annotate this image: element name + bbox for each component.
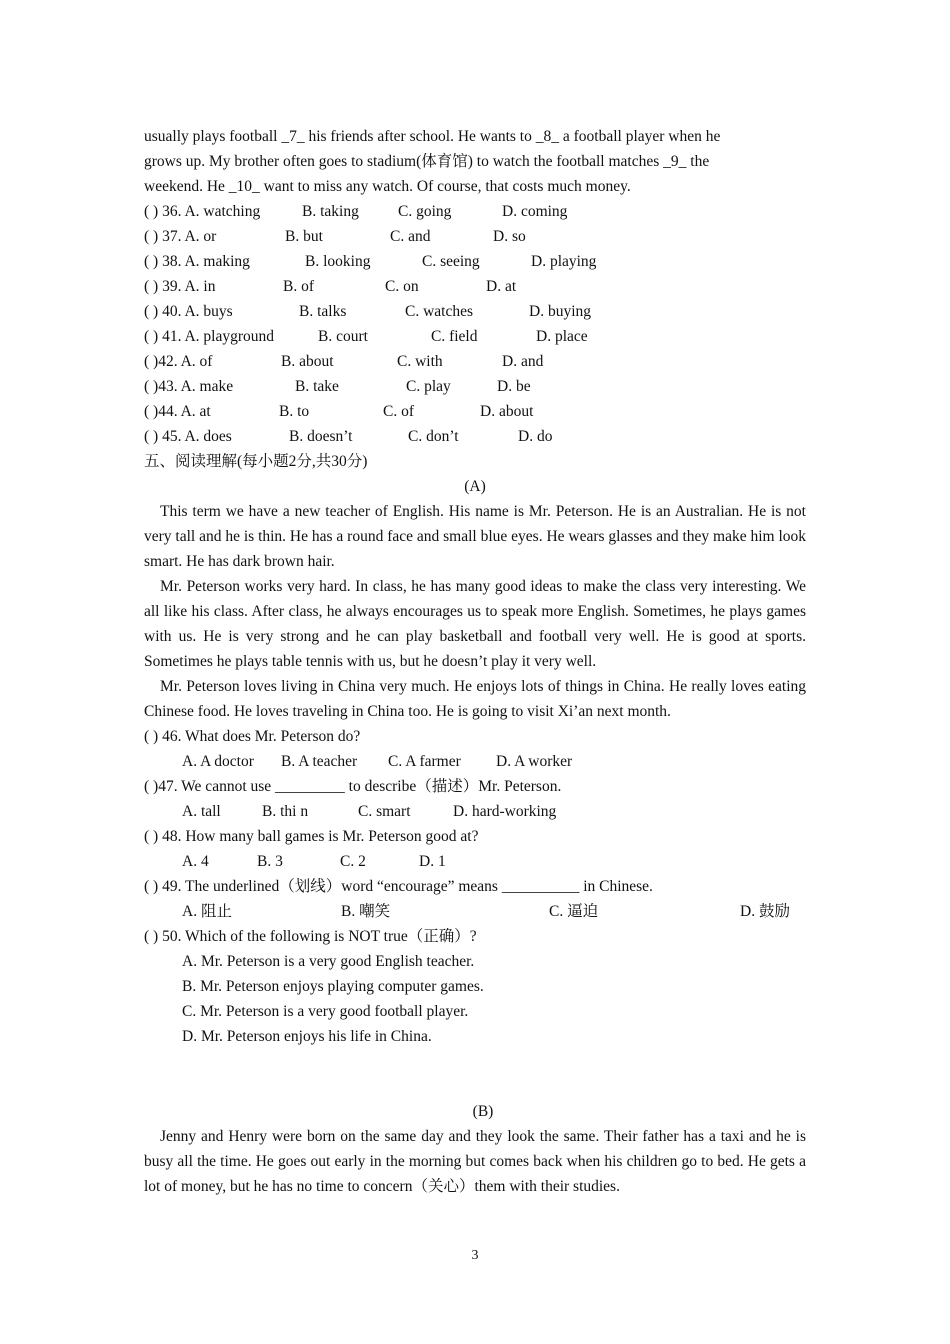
option-d: D. 1 bbox=[419, 853, 446, 870]
passage-a-paragraph: This term we have a new teacher of English. His name is Mr. Peterson. He is an Australian. He is not very tall and he is thin. He has a round face and small blue eyes. He wears glasses and they make him look smart. He has dark brown hair. bbox=[144, 503, 806, 570]
option-d: D. place bbox=[536, 328, 588, 345]
question-42 bbox=[144, 349, 806, 374]
option-c: C. with bbox=[397, 353, 443, 370]
option-b: B. take bbox=[295, 378, 339, 395]
question-37 bbox=[144, 224, 806, 249]
cloze-line bbox=[144, 124, 806, 149]
option-d: D. buying bbox=[529, 303, 591, 320]
question-48 bbox=[144, 824, 806, 874]
option-c: C. seeing bbox=[422, 253, 480, 270]
option-d: D. A worker bbox=[496, 753, 573, 770]
question-stem: ( ) 40. A. buys bbox=[144, 303, 233, 320]
page-number: 3 bbox=[471, 1248, 479, 1263]
question-stem: ( ) 50. Which of the following is NOT true（正确）? bbox=[144, 928, 477, 945]
question-stem: ( ) 36. A. watching bbox=[144, 203, 261, 220]
option-d: D. hard-working bbox=[453, 803, 557, 820]
options-row bbox=[144, 849, 806, 874]
passage-a-paragraph: Mr. Peterson loves living in China very much. He enjoys lots of things in China. He really loves eating Chinese food. He loves traveling in China too. He is going to visit Xi’an next month. bbox=[144, 678, 806, 720]
option-c: C. smart bbox=[358, 803, 411, 820]
question-47 bbox=[144, 774, 806, 824]
option-c: C. watches bbox=[405, 303, 474, 320]
question-stem: ( )44. A. at bbox=[144, 403, 211, 420]
passage-b-paragraph: Jenny and Henry were born on the same day and they look the same. Their father has a taxi and he is busy all the time. He goes out early in the morning but comes back when his children go to bed. He gets a lot of money, but he has no time to concern（关心）them with their studies. bbox=[144, 1128, 806, 1195]
option-d: D. and bbox=[502, 353, 544, 370]
option-c: C. on bbox=[385, 278, 419, 295]
question-49 bbox=[144, 874, 806, 924]
option-a: A. A doctor bbox=[182, 753, 254, 770]
option-a: A. 4 bbox=[182, 853, 209, 870]
options-row bbox=[144, 749, 806, 774]
question-40 bbox=[144, 299, 806, 324]
passage-b-label: (B) bbox=[472, 1103, 494, 1120]
option-d: D. be bbox=[497, 378, 531, 395]
option-b: B. about bbox=[281, 353, 334, 370]
option-d: D. about bbox=[480, 403, 534, 420]
option-b: B. 嘲笑 bbox=[341, 903, 391, 920]
question-38 bbox=[144, 249, 806, 274]
option-d: D. coming bbox=[502, 203, 568, 220]
option-c: C. 逼迫 bbox=[549, 903, 599, 920]
question-stem: ( )47. We cannot use _________ to describe（描述）Mr. Peterson. bbox=[144, 778, 562, 795]
option-b: B. doesn’t bbox=[289, 428, 353, 445]
option-b: B. but bbox=[285, 228, 323, 245]
option-d: D. 鼓励 bbox=[740, 903, 790, 920]
section-heading: 五、阅读理解(每小题2分,共30分) bbox=[144, 453, 368, 470]
question-46 bbox=[144, 724, 806, 774]
option-c: C. and bbox=[390, 228, 431, 245]
option-c: C. 2 bbox=[340, 853, 366, 870]
options-row bbox=[144, 899, 806, 924]
question-stem: ( ) 46. What does Mr. Peterson do? bbox=[144, 728, 361, 745]
option-c: C. going bbox=[398, 203, 452, 220]
question-stem: ( ) 45. A. does bbox=[144, 428, 232, 445]
option-d: D. Mr. Peterson enjoys his life in China. bbox=[182, 1028, 432, 1045]
spacer bbox=[144, 1049, 806, 1099]
question-39 bbox=[144, 274, 806, 299]
question-41 bbox=[144, 324, 806, 349]
option-c: C. Mr. Peterson is a very good football player. bbox=[182, 1003, 469, 1020]
passage-a-label: (A) bbox=[464, 478, 486, 495]
option-b: B. to bbox=[279, 403, 310, 420]
option-b: B. Mr. Peterson enjoys playing computer games. bbox=[182, 978, 484, 995]
option-a: A. 阻止 bbox=[182, 903, 232, 920]
question-stem: ( )42. A. of bbox=[144, 353, 213, 370]
cloze-line-text: usually plays football _7_ his friends after school. He wants to _8_ a football player when he bbox=[144, 128, 721, 145]
option-c: C. play bbox=[406, 378, 451, 395]
question-44 bbox=[144, 399, 806, 424]
question-stem: ( )43. A. make bbox=[144, 378, 234, 395]
option-b: B. looking bbox=[305, 253, 371, 270]
option-b: B. thi n bbox=[262, 803, 309, 820]
cloze-line bbox=[144, 174, 806, 199]
option-a: A. Mr. Peterson is a very good English teacher. bbox=[182, 953, 475, 970]
option-d: D. do bbox=[518, 428, 553, 445]
option-d: D. so bbox=[493, 228, 526, 245]
question-45 bbox=[144, 424, 806, 449]
option-b: B. talks bbox=[299, 303, 347, 320]
cloze-passage-tail bbox=[144, 124, 806, 199]
question-stem: ( ) 49. The underlined（划线）word “encourage” means __________ in Chinese. bbox=[144, 878, 653, 895]
option-c: C. field bbox=[431, 328, 478, 345]
question-stem: ( ) 39. A. in bbox=[144, 278, 216, 295]
question-43 bbox=[144, 374, 806, 399]
exam-page bbox=[144, 124, 806, 1199]
question-stem: ( ) 41. A. playground bbox=[144, 328, 275, 345]
cloze-line bbox=[144, 149, 806, 174]
option-c: C. don’t bbox=[408, 428, 459, 445]
option-b: B. court bbox=[318, 328, 368, 345]
cloze-question-list bbox=[144, 199, 806, 449]
option-d: D. at bbox=[486, 278, 517, 295]
option-d: D. playing bbox=[531, 253, 597, 270]
cloze-line-text: weekend. He _10_ want to miss any watch. Of course, that costs much money. bbox=[144, 178, 631, 195]
question-50 bbox=[144, 924, 806, 1049]
passage-a-paragraph: Mr. Peterson works very hard. In class, he has many good ideas to make the class very interesting. We all like his class. After class, he always encourages us to speak more English. Sometimes, he plays games with us. He is very strong and he can play basketball and football very well. He is good at sports. Sometimes he plays table tennis with us, but he doesn’t play it very well. bbox=[144, 578, 806, 670]
question-stem: ( ) 38. A. making bbox=[144, 253, 250, 270]
option-c: C. A farmer bbox=[388, 753, 461, 770]
question-stem: ( ) 37. A. or bbox=[144, 228, 217, 245]
option-b: B. 3 bbox=[257, 853, 283, 870]
question-36 bbox=[144, 199, 806, 224]
options-row bbox=[144, 799, 806, 824]
question-stem: ( ) 48. How many ball games is Mr. Peterson good at? bbox=[144, 828, 479, 845]
option-b: B. of bbox=[283, 278, 314, 295]
option-b: B. A teacher bbox=[281, 753, 358, 770]
option-a: A. tall bbox=[182, 803, 221, 820]
option-c: C. of bbox=[383, 403, 414, 420]
cloze-line-text: grows up. My brother often goes to stadium(体育馆) to watch the football matches _9_ the bbox=[144, 153, 710, 170]
option-b: B. taking bbox=[302, 203, 359, 220]
